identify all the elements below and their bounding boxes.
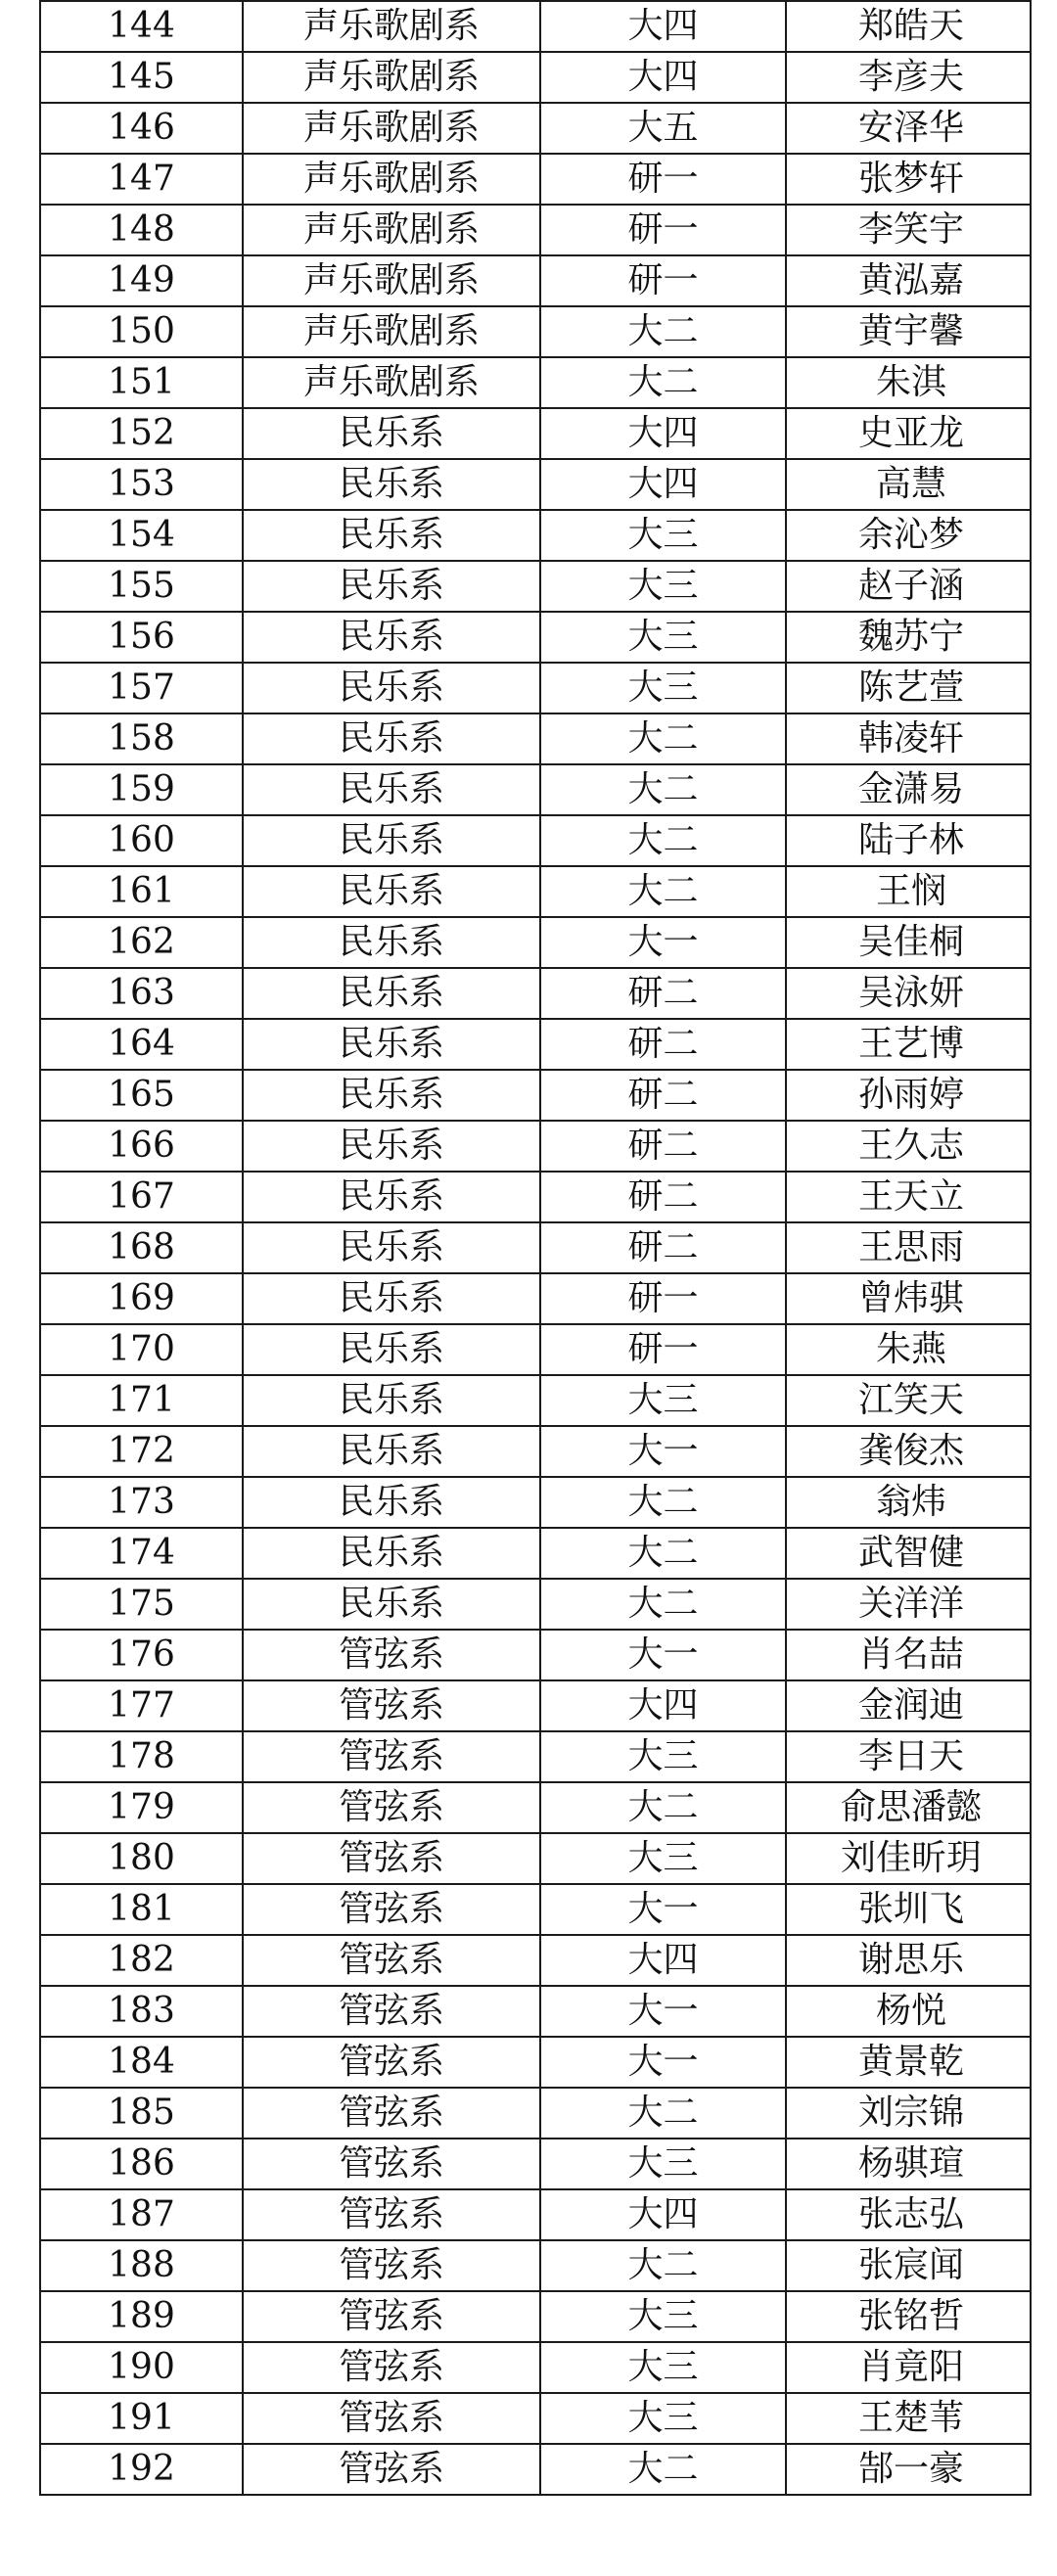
cell-grade: 研一: [540, 1273, 786, 1324]
cell-name: 张志弘: [786, 2189, 1031, 2240]
cell-number: 147: [40, 154, 243, 205]
cell-department: 管弦系: [243, 1782, 540, 1833]
table-row: [40, 1935, 1031, 1986]
table-row: [40, 815, 1031, 866]
cell-grade: 大一: [540, 1884, 786, 1935]
cell-number: 156: [40, 612, 243, 663]
table-row: [40, 1884, 1031, 1935]
cell-department: 民乐系: [243, 1426, 540, 1477]
cell-number: 192: [40, 2444, 243, 2495]
cell-number: 167: [40, 1172, 243, 1222]
cell-department: 民乐系: [243, 1222, 540, 1273]
cell-name: 李笑宇: [786, 205, 1031, 255]
cell-grade: 研一: [540, 205, 786, 255]
cell-name: 黄泓嘉: [786, 255, 1031, 306]
cell-name: 杨悦: [786, 1986, 1031, 2037]
student-list-table: [39, 0, 1032, 2496]
cell-department: 声乐歌剧系: [243, 154, 540, 205]
table-row: [40, 764, 1031, 815]
cell-number: 150: [40, 306, 243, 357]
cell-number: 166: [40, 1121, 243, 1172]
table-row: [40, 663, 1031, 713]
table-row: [40, 1426, 1031, 1477]
cell-number: 161: [40, 866, 243, 917]
cell-grade: 大三: [540, 1375, 786, 1426]
cell-grade: 大一: [540, 1630, 786, 1680]
cell-department: 民乐系: [243, 663, 540, 713]
cell-name: 陈艺萱: [786, 663, 1031, 713]
table-row: [40, 2444, 1031, 2495]
table-row: [40, 1019, 1031, 1070]
table-row: [40, 1273, 1031, 1324]
cell-department: 民乐系: [243, 459, 540, 510]
cell-name: 李日天: [786, 1731, 1031, 1782]
cell-name: 张铭哲: [786, 2291, 1031, 2342]
cell-grade: 大三: [540, 612, 786, 663]
cell-name: 张宸闻: [786, 2240, 1031, 2291]
table-row: [40, 1630, 1031, 1680]
cell-grade: 大二: [540, 306, 786, 357]
cell-grade: 大三: [540, 561, 786, 612]
cell-grade: 大二: [540, 2240, 786, 2291]
cell-name: 俞思潘懿: [786, 1782, 1031, 1833]
cell-grade: 大一: [540, 1426, 786, 1477]
cell-name: 肖竟阳: [786, 2342, 1031, 2393]
cell-name: 王思雨: [786, 1222, 1031, 1273]
cell-department: 民乐系: [243, 713, 540, 764]
cell-department: 管弦系: [243, 1884, 540, 1935]
cell-number: 174: [40, 1528, 243, 1579]
cell-department: 声乐歌剧系: [243, 1, 540, 52]
cell-department: 管弦系: [243, 2393, 540, 2444]
cell-department: 民乐系: [243, 612, 540, 663]
cell-department: 管弦系: [243, 2240, 540, 2291]
table-row: [40, 2139, 1031, 2189]
cell-name: 金潇易: [786, 764, 1031, 815]
cell-grade: 研一: [540, 1324, 786, 1375]
cell-department: 民乐系: [243, 510, 540, 561]
cell-name: 朱燕: [786, 1324, 1031, 1375]
table-row: [40, 1172, 1031, 1222]
cell-department: 民乐系: [243, 1273, 540, 1324]
table-row: [40, 1070, 1031, 1121]
cell-department: 管弦系: [243, 2189, 540, 2240]
table-row: [40, 1528, 1031, 1579]
cell-department: 管弦系: [243, 2088, 540, 2139]
cell-name: 韩凌轩: [786, 713, 1031, 764]
table-row: [40, 1, 1031, 52]
cell-department: 民乐系: [243, 1375, 540, 1426]
cell-name: 黄景乾: [786, 2037, 1031, 2088]
cell-grade: 大四: [540, 408, 786, 459]
cell-grade: 大四: [540, 1680, 786, 1731]
cell-number: 181: [40, 1884, 243, 1935]
cell-number: 153: [40, 459, 243, 510]
cell-name: 黄宇馨: [786, 306, 1031, 357]
cell-number: 159: [40, 764, 243, 815]
cell-grade: 大二: [540, 1477, 786, 1528]
cell-grade: 大三: [540, 1731, 786, 1782]
cell-grade: 大四: [540, 1935, 786, 1986]
cell-name: 刘宗锦: [786, 2088, 1031, 2139]
cell-number: 168: [40, 1222, 243, 1273]
table-row: [40, 2342, 1031, 2393]
table-row: [40, 52, 1031, 103]
cell-department: 管弦系: [243, 2037, 540, 2088]
cell-department: 声乐歌剧系: [243, 357, 540, 408]
cell-number: 190: [40, 2342, 243, 2393]
cell-name: 吴佳桐: [786, 917, 1031, 968]
cell-name: 赵子涵: [786, 561, 1031, 612]
cell-grade: 大二: [540, 866, 786, 917]
cell-department: 管弦系: [243, 1935, 540, 1986]
cell-department: 管弦系: [243, 1986, 540, 2037]
table-row: [40, 1680, 1031, 1731]
cell-department: 民乐系: [243, 1070, 540, 1121]
table-row: [40, 1324, 1031, 1375]
table-row: [40, 2037, 1031, 2088]
table-row: [40, 408, 1031, 459]
cell-grade: 大二: [540, 815, 786, 866]
table-row: [40, 1782, 1031, 1833]
cell-department: 民乐系: [243, 866, 540, 917]
cell-name: 谢思乐: [786, 1935, 1031, 1986]
cell-number: 189: [40, 2291, 243, 2342]
table-row: [40, 1579, 1031, 1630]
table-row: [40, 154, 1031, 205]
table-row: [40, 1222, 1031, 1273]
cell-grade: 大二: [540, 2088, 786, 2139]
cell-department: 民乐系: [243, 1477, 540, 1528]
cell-name: 余沁梦: [786, 510, 1031, 561]
cell-number: 164: [40, 1019, 243, 1070]
cell-name: 武智健: [786, 1528, 1031, 1579]
cell-name: 曾炜骐: [786, 1273, 1031, 1324]
cell-name: 朱淇: [786, 357, 1031, 408]
table-row: [40, 866, 1031, 917]
cell-number: 152: [40, 408, 243, 459]
cell-grade: 大三: [540, 2139, 786, 2189]
cell-department: 声乐歌剧系: [243, 52, 540, 103]
cell-grade: 研二: [540, 1121, 786, 1172]
cell-department: 管弦系: [243, 2291, 540, 2342]
cell-department: 管弦系: [243, 1630, 540, 1680]
cell-department: 声乐歌剧系: [243, 103, 540, 154]
cell-department: 声乐歌剧系: [243, 205, 540, 255]
table-row: [40, 2240, 1031, 2291]
table-row: [40, 2393, 1031, 2444]
table-row: [40, 510, 1031, 561]
table-row: [40, 2291, 1031, 2342]
cell-number: 144: [40, 1, 243, 52]
cell-name: 郑皓天: [786, 1, 1031, 52]
cell-department: 管弦系: [243, 2444, 540, 2495]
cell-name: 郜一豪: [786, 2444, 1031, 2495]
cell-number: 186: [40, 2139, 243, 2189]
cell-grade: 大五: [540, 103, 786, 154]
table-row: [40, 1375, 1031, 1426]
cell-number: 169: [40, 1273, 243, 1324]
cell-name: 吴泳妍: [786, 968, 1031, 1019]
cell-number: 173: [40, 1477, 243, 1528]
cell-department: 声乐歌剧系: [243, 306, 540, 357]
cell-grade: 大二: [540, 1528, 786, 1579]
cell-department: 管弦系: [243, 2342, 540, 2393]
cell-department: 民乐系: [243, 1528, 540, 1579]
cell-number: 178: [40, 1731, 243, 1782]
cell-department: 声乐歌剧系: [243, 255, 540, 306]
cell-grade: 大三: [540, 2342, 786, 2393]
cell-grade: 大三: [540, 663, 786, 713]
cell-name: 关洋洋: [786, 1579, 1031, 1630]
cell-name: 金润迪: [786, 1680, 1031, 1731]
cell-grade: 大一: [540, 2037, 786, 2088]
cell-number: 148: [40, 205, 243, 255]
cell-name: 刘佳昕玥: [786, 1833, 1031, 1884]
cell-name: 王天立: [786, 1172, 1031, 1222]
table-row: [40, 1121, 1031, 1172]
cell-number: 172: [40, 1426, 243, 1477]
cell-name: 王久志: [786, 1121, 1031, 1172]
cell-grade: 大三: [540, 2393, 786, 2444]
cell-name: 张圳飞: [786, 1884, 1031, 1935]
cell-number: 182: [40, 1935, 243, 1986]
table-row: [40, 357, 1031, 408]
cell-grade: 大一: [540, 1986, 786, 2037]
table-row: [40, 255, 1031, 306]
cell-grade: 研二: [540, 1222, 786, 1273]
cell-number: 170: [40, 1324, 243, 1375]
cell-grade: 大二: [540, 1782, 786, 1833]
cell-department: 民乐系: [243, 968, 540, 1019]
cell-department: 管弦系: [243, 1833, 540, 1884]
cell-grade: 大三: [540, 1833, 786, 1884]
cell-department: 管弦系: [243, 2139, 540, 2189]
cell-name: 肖名喆: [786, 1630, 1031, 1680]
cell-grade: 研一: [540, 255, 786, 306]
cell-grade: 大三: [540, 2291, 786, 2342]
cell-grade: 大二: [540, 2444, 786, 2495]
table-row: [40, 1986, 1031, 2037]
cell-department: 民乐系: [243, 1324, 540, 1375]
cell-grade: 研一: [540, 154, 786, 205]
cell-department: 民乐系: [243, 1121, 540, 1172]
cell-number: 175: [40, 1579, 243, 1630]
cell-grade: 研二: [540, 968, 786, 1019]
cell-number: 163: [40, 968, 243, 1019]
cell-number: 151: [40, 357, 243, 408]
table-row: [40, 205, 1031, 255]
cell-number: 145: [40, 52, 243, 103]
cell-name: 王悯: [786, 866, 1031, 917]
cell-grade: 大四: [540, 459, 786, 510]
table-row: [40, 1477, 1031, 1528]
cell-grade: 大二: [540, 1579, 786, 1630]
table-row: [40, 103, 1031, 154]
cell-name: 高慧: [786, 459, 1031, 510]
cell-department: 民乐系: [243, 561, 540, 612]
cell-name: 孙雨婷: [786, 1070, 1031, 1121]
cell-name: 陆子林: [786, 815, 1031, 866]
table-row: [40, 1731, 1031, 1782]
cell-department: 管弦系: [243, 1680, 540, 1731]
table-row: [40, 968, 1031, 1019]
cell-name: 张梦轩: [786, 154, 1031, 205]
cell-department: 管弦系: [243, 1731, 540, 1782]
table-row: [40, 612, 1031, 663]
cell-number: 171: [40, 1375, 243, 1426]
cell-department: 民乐系: [243, 815, 540, 866]
table-body: [40, 1, 1031, 2495]
cell-grade: 研二: [540, 1070, 786, 1121]
cell-grade: 大四: [540, 1, 786, 52]
cell-name: 史亚龙: [786, 408, 1031, 459]
cell-department: 民乐系: [243, 917, 540, 968]
cell-number: 146: [40, 103, 243, 154]
cell-number: 149: [40, 255, 243, 306]
cell-number: 185: [40, 2088, 243, 2139]
cell-department: 民乐系: [243, 764, 540, 815]
cell-grade: 大二: [540, 764, 786, 815]
cell-grade: 大三: [540, 510, 786, 561]
cell-name: 王楚苇: [786, 2393, 1031, 2444]
cell-number: 183: [40, 1986, 243, 2037]
cell-number: 179: [40, 1782, 243, 1833]
cell-number: 176: [40, 1630, 243, 1680]
cell-name: 龚俊杰: [786, 1426, 1031, 1477]
cell-name: 魏苏宁: [786, 612, 1031, 663]
table-row: [40, 917, 1031, 968]
table-row: [40, 561, 1031, 612]
table-row: [40, 1833, 1031, 1884]
cell-name: 李彦夫: [786, 52, 1031, 103]
table-row: [40, 2088, 1031, 2139]
cell-name: 王艺博: [786, 1019, 1031, 1070]
cell-grade: 研二: [540, 1172, 786, 1222]
cell-number: 191: [40, 2393, 243, 2444]
cell-grade: 大四: [540, 52, 786, 103]
cell-department: 民乐系: [243, 1579, 540, 1630]
cell-number: 184: [40, 2037, 243, 2088]
cell-grade: 大二: [540, 357, 786, 408]
cell-grade: 大一: [540, 917, 786, 968]
cell-name: 安泽华: [786, 103, 1031, 154]
cell-number: 180: [40, 1833, 243, 1884]
cell-number: 177: [40, 1680, 243, 1731]
table-row: [40, 713, 1031, 764]
cell-number: 157: [40, 663, 243, 713]
cell-number: 155: [40, 561, 243, 612]
cell-grade: 大四: [540, 2189, 786, 2240]
table-row: [40, 459, 1031, 510]
cell-number: 158: [40, 713, 243, 764]
cell-number: 162: [40, 917, 243, 968]
cell-number: 160: [40, 815, 243, 866]
cell-department: 民乐系: [243, 408, 540, 459]
cell-department: 民乐系: [243, 1172, 540, 1222]
cell-number: 154: [40, 510, 243, 561]
cell-number: 187: [40, 2189, 243, 2240]
cell-grade: 大二: [540, 713, 786, 764]
cell-department: 民乐系: [243, 1019, 540, 1070]
table-row: [40, 2189, 1031, 2240]
cell-number: 188: [40, 2240, 243, 2291]
cell-name: 杨骐瑄: [786, 2139, 1031, 2189]
cell-name: 江笑天: [786, 1375, 1031, 1426]
cell-number: 165: [40, 1070, 243, 1121]
cell-name: 翁炜: [786, 1477, 1031, 1528]
table-row: [40, 306, 1031, 357]
cell-grade: 研二: [540, 1019, 786, 1070]
